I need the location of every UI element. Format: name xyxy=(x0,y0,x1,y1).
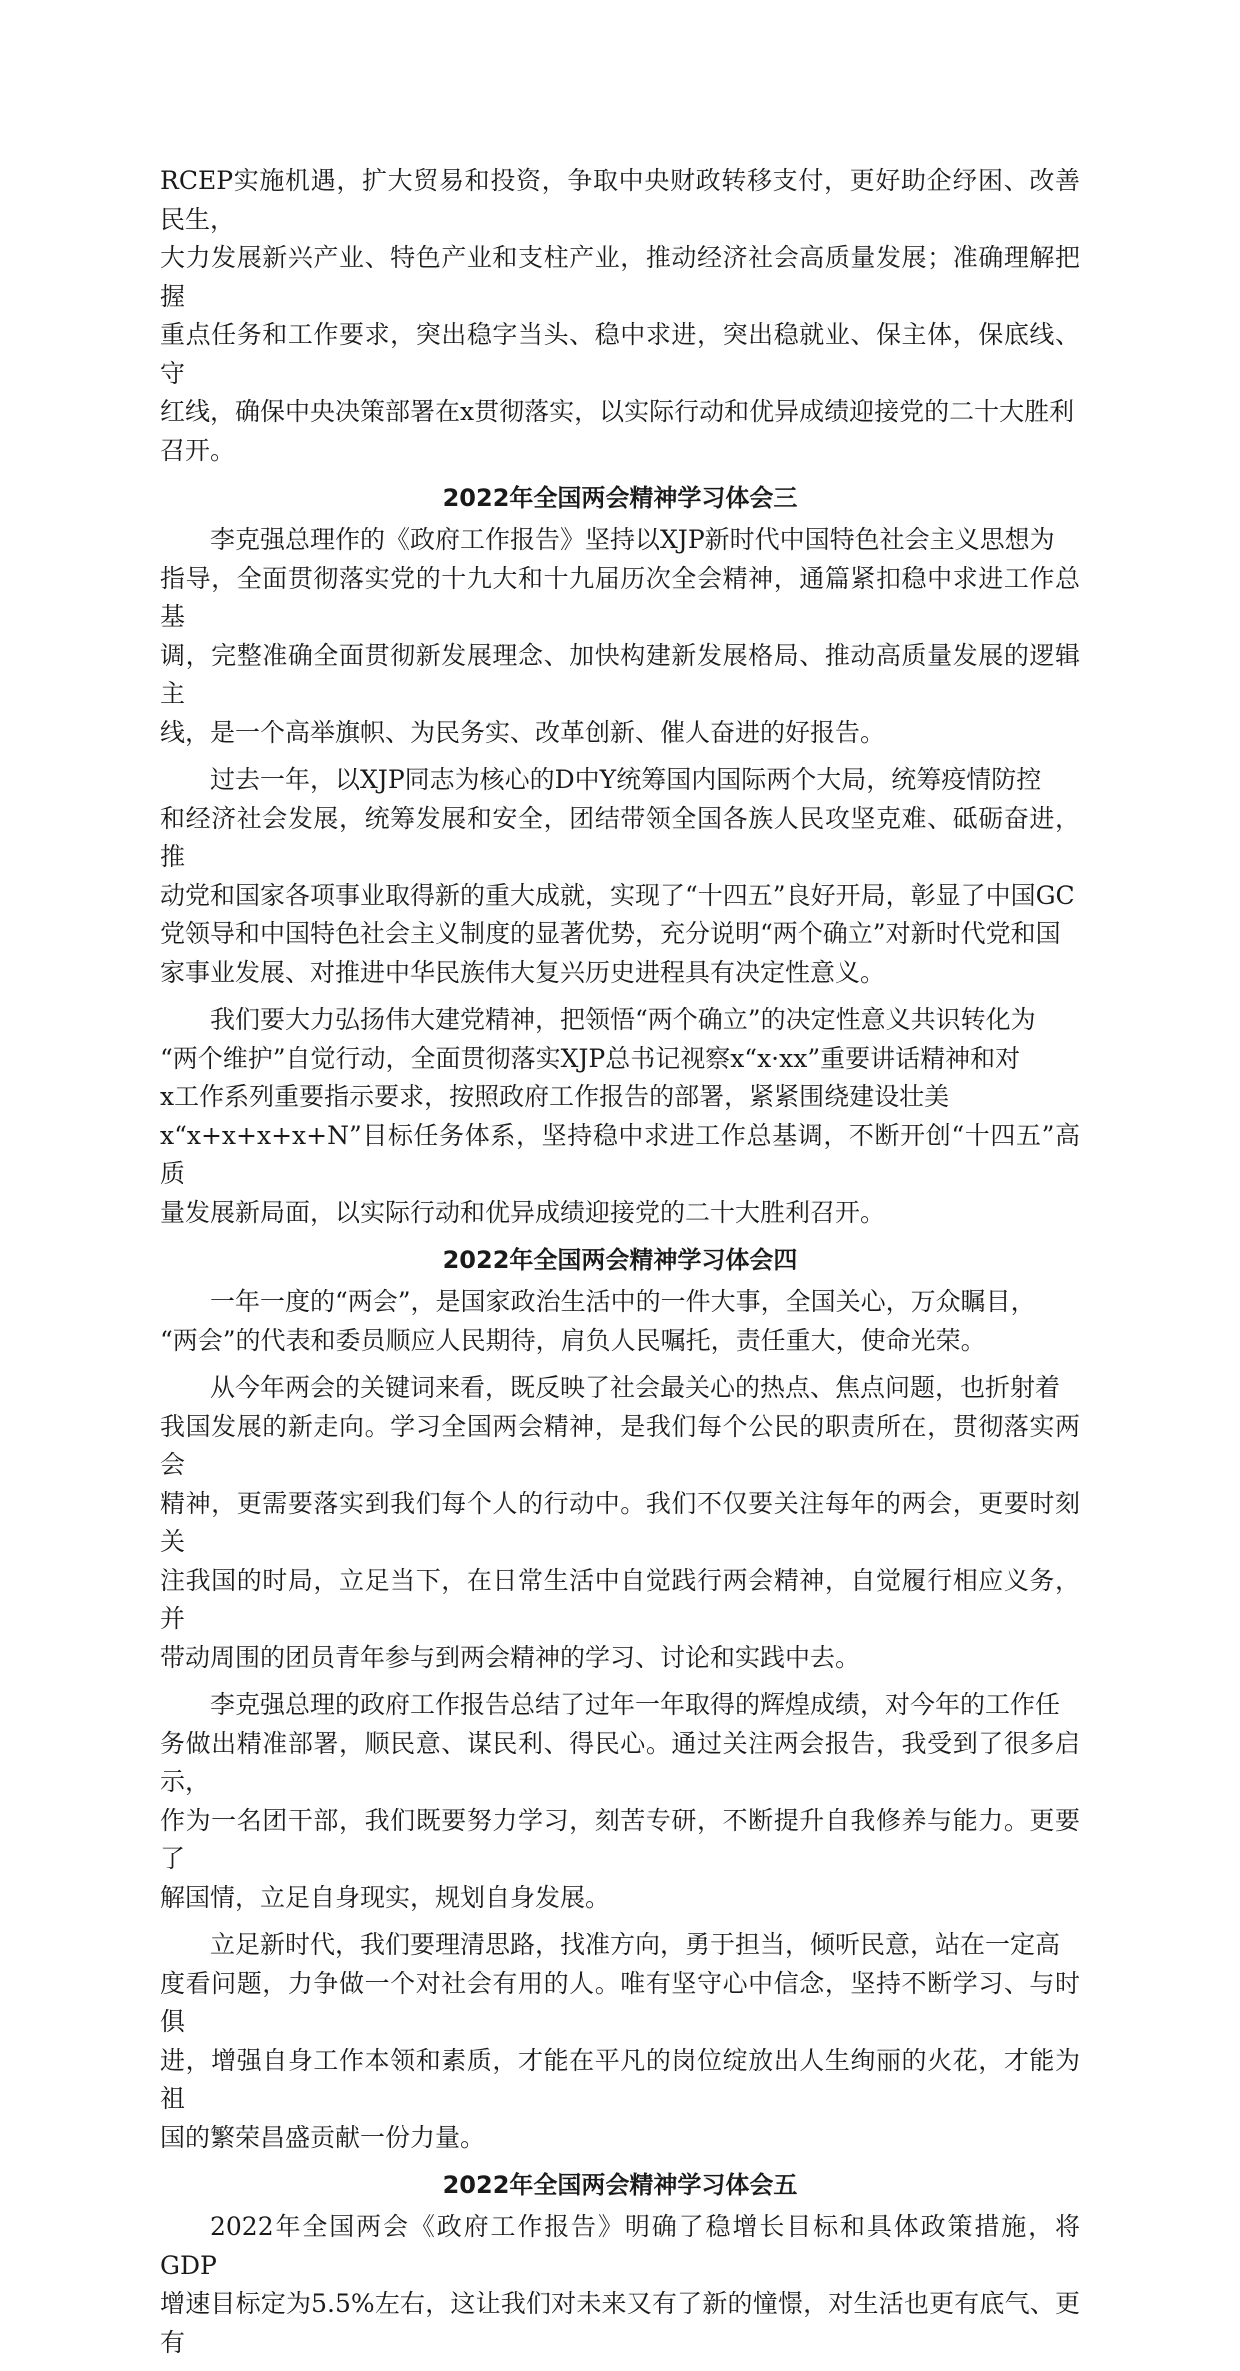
paragraph: 2022年全国两会《政府工作报告》明确了稳增长目标和具体政策措施，将GDP 增速目标定为5.5%左右，这让我们对未来又有了新的憧憬，对生活也更有底气、更有 xyxy=(160,2212,1080,2357)
section-title: 2022年全国两会精神学习体会三 xyxy=(442,484,798,512)
paragraph: 我们要大力弘扬伟大建党精神，把领悟“两个确立”的决定性意义共识转化为 “两个维护”自觉行动，全面贯彻落实XJP总书记视察x“x·xx”重要讲话精神和对 x工作系列重要指示要求，按照政府工作报告的部署，紧紧围绕建设壮美 x“x+x+x+x+N”目标任务体系，坚持稳中求进工作总基调，不断开创“十四五”高质 量发展新局面，以实际行动和优异成绩迎接党的二十大胜利召开。 xyxy=(160,1005,1080,1227)
paragraph: 李克强总理的政府工作报告总结了过年一年取得的辉煌成绩，对今年的工作任 务做出精准部署，顺民意、谋民利、得民心。通过关注两会报告，我受到了很多启示， 作为一名团干部，我们既要努力学习，刻苦专研，不断提升自我修养与能力。更要了 解国情，立足自身现实，规划自身发展。 xyxy=(160,1690,1080,1912)
paragraph: 李克强总理作的《政府工作报告》坚持以XJP新时代中国特色社会主义思想为 指导，全面贯彻落实党的十九大和十九届历次全会精神，通篇紧扣稳中求进工作总基 调，完整准确全面贯彻新发展理念、加快构建新发展格局、推动高质量发展的逻辑主 线，是一个高举旗帜、为民务实、改革创新、催人奋进的好报告。 xyxy=(160,525,1080,747)
paragraph: 立足新时代，我们要理清思路，找准方向，勇于担当，倾听民意，站在一定高 度看问题，力争做一个对社会有用的人。唯有坚守心中信念，坚持不断学习、与时俱 进，增强自身工作本领和素质，才能在平凡的岗位绽放出人生绚丽的火花，才能为祖 国的繁荣昌盛贡献一份力量。 xyxy=(160,1930,1080,2152)
section-3 xyxy=(160,479,1080,1232)
section-title: 2022年全国两会精神学习体会四 xyxy=(442,1246,798,1274)
document-page xyxy=(160,162,1080,2371)
section-4 xyxy=(160,1241,1080,2157)
section-5 xyxy=(160,2166,1080,2362)
paragraph: 一年一度的“两会”，是国家政治生活中的一件大事，全国关心，万众瞩目， “两会”的代表和委员顺应人民期待，肩负人民嘱托，责任重大，使命光荣。 xyxy=(160,1287,1036,1355)
paragraph: 从今年两会的关键词来看，既反映了社会最关心的热点、焦点问题，也折射着 我国发展的新走向。学习全国两会精神，是我们每个公民的职责所在，贯彻落实两会 精神，更需要落实到我们每个人的行动中。我们不仅要关注每年的两会，更要时刻关 注我国的时局，立足当下，在日常生活中自觉践行两会精神，自觉履行相应义务，并 带动周围的团员青年参与到两会精神的学习、讨论和实践中去。 xyxy=(160,1373,1080,1672)
paragraph: 过去一年，以XJP同志为核心的D中Y统筹国内国际两个大局，统筹疫情防控 和经济社会发展，统筹发展和安全，团结带领全国各族人民攻坚克难、砥砺奋进，推 动党和国家各项事业取得新的重大成就，实现了“十四五”良好开局，彰显了中国GC 党领导和中国特色社会主义制度的显著优势，充分说明“两个确立”对新时代党和国 家事业发展、对推进中华民族伟大复兴历史进程具有决定性意义。 xyxy=(160,765,1080,987)
section-title: 2022年全国两会精神学习体会五 xyxy=(442,2171,798,2199)
intro-paragraph: RCEP实施机遇，扩大贸易和投资，争取中央财政转移支付，更好助企纾困、改善民生， 大力发展新兴产业、特色产业和支柱产业，推动经济社会高质量发展；准确理解把握 重点任务和工作要求，突出稳字当头、稳中求进，突出稳就业、保主体，保底线、守 红线，确保中央决策部署在x贯彻落实，以实际行动和优异成绩迎接党的二十大胜利 召开。 xyxy=(160,166,1080,465)
